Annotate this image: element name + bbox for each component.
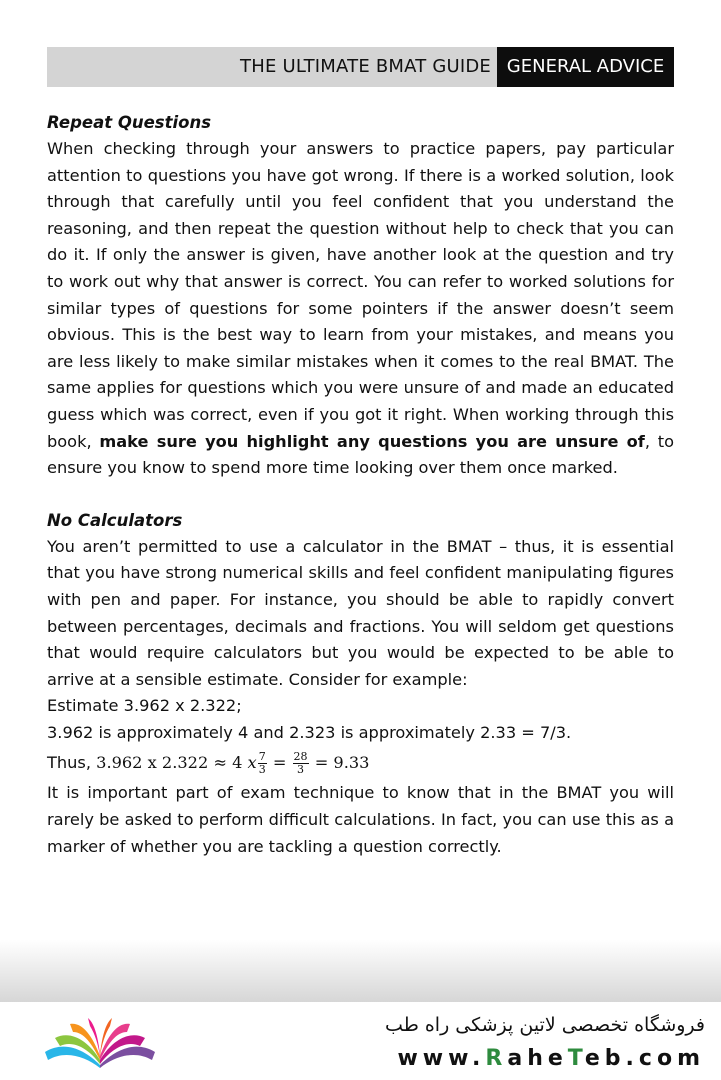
calc-example-line2: 3.962 is approximately 4 and 2.323 is approximately 2.33 = 7/3. [47,722,572,742]
section-title: GENERAL ADVICE [497,47,674,87]
calc-paragraph-2: It is important part of exam technique to know that in the BMAT you will rarely be asked to perform difficult calculations. In fact, you can use this as a marker of whether you are tackling a question correctly. [47,783,674,856]
open-book-rainbow-icon [40,1010,160,1072]
footer-shadow [0,940,721,1002]
page-header [47,47,674,87]
book-title: THE ULTIMATE BMAT GUIDE [240,56,491,77]
math-expression: 3.962 x 2.322 ≈ 4 x $\frac{7}{3}$ = $\frac{28}{3}$ = 9.33 [96,750,370,777]
store-url: www.RaheTeb.com [397,1046,705,1071]
repeat-text: When checking through your answers to practice papers, pay particular attention to questions you have got wrong. If there is a worked solution, look through that carefully until you feel confident that you understand the reasoning, and then repeat the question without help to check that you can do it. If only the answer is given, have another look at the question and try to work out why that answer is correct. You can refer to worked solutions for similar types of questions for some pointers if the answer doesn’t seem obvious. This is the best way to learn from your mistakes, and means you are less likely to make similar mistakes when it comes to the real BMAT. The same applies for questions which you were unsure of and made an educated guess which was correct, even if you got it right. When working through this book, [47,139,674,451]
fraction-7-3: $\frac{7}{3}$ [258,750,266,777]
calc-example-line1: Estimate 3.962 x 2.322; [47,696,242,716]
heading-no-calculators: No Calculators [47,510,183,530]
repeat-text-end: , to ensure you know to spend more time looking over them once marked. [47,431,674,478]
repeat-paragraph [47,136,674,482]
calc-paragraph: You aren’t permitted to use a calculator in the BMAT – thus, it is essential that you have strong numerical skills and feel confident manipulating figures with pen and paper. For instance, you should be able to rapidly convert between percentages, decimals and fractions. You will seldom get questions that would require calculators but you would be expected to be able to arrive at a sensible estimate. Consider for example: [47,536,674,689]
store-name: فروشگاه تخصصی لاتین پزشکی راه طب [385,1014,705,1036]
calc-example-line3: Thus, 3.962 x 2.322 ≈ 4 x $\frac{7}{3}$ = $\frac{28}{3}$ = 9.33 [47,750,370,777]
repeat-bold-text: make sure you highlight any questions you are unsure of [99,431,645,451]
heading-repeat-questions: Repeat Questions [47,113,212,132]
page-content [47,110,674,860]
page-footer [0,1002,721,1080]
fraction-28-3: $\frac{28}{3}$ [293,750,308,777]
